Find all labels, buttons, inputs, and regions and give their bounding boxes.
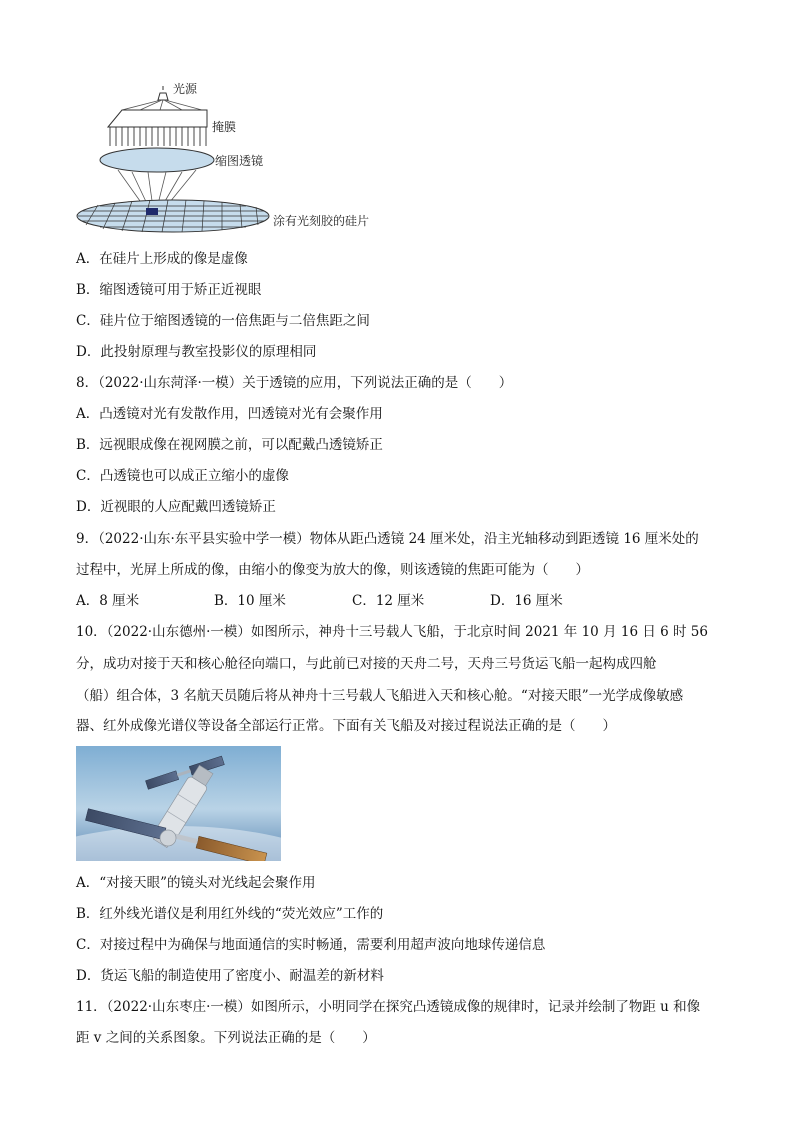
q7-option-d: D．此投射原理与教室投影仪的原理相同: [76, 344, 317, 360]
q8-option-c: C．凸透镜也可以成正立缩小的虚像: [76, 468, 289, 484]
q10-option-a: A．“对接天眼”的镜头对光线起会聚作用: [76, 875, 316, 891]
q7-option-a: A．在硅片上形成的像是虚像: [76, 251, 248, 267]
q9-option-d: D．16 厘米: [490, 593, 563, 609]
q9-option-c: C．12 厘米: [352, 593, 425, 609]
q9-stem-line1: 9．（2022·山东·东平县实验中学一模）物体从距凸透镜 24 厘米处，沿主光轴移动到距透镜 16 厘米处的: [76, 531, 699, 547]
light-rays-top: [122, 100, 202, 110]
light-source-icon: [158, 86, 168, 100]
q10-option-b: B．红外线光谱仪是利用红外线的“荧光效应”工作的: [76, 906, 384, 922]
q10-stem-line3: （船）组合体，3 名航天员随后将从神舟十三号载人飞船进入天和核心舱。“对接天眼”一光学成像敏感: [76, 688, 684, 704]
q10-option-d: D．货运飞船的制造使用了密度小、耐温差的新材料: [76, 968, 384, 984]
q8-option-b: B．远视眼成像在视网膜之前，可以配戴凸透镜矫正: [76, 437, 383, 453]
q8-stem: 8．（2022·山东菏泽·一模）关于透镜的应用，下列说法正确的是（ ）: [76, 375, 513, 391]
q9-option-a: A．8 厘米: [76, 593, 140, 609]
reduction-lens-shape: [100, 148, 214, 172]
q11-stem-line1: 11．（2022·山东枣庄·一模）如图所示，小明同学在探究凸透镜成像的规律时，记录并绘制了物距 u 和像: [76, 999, 701, 1015]
q10-stem-line4: 器、红外成像光谱仪等设备全部运行正常。下面有关飞船及对接过程说法正确的是（ ）: [76, 718, 616, 734]
q9-option-b: B．10 厘米: [214, 593, 286, 609]
q10-stem-line2: 分，成功对接于天和核心舱径向端口，与此前已对接的天舟二号，天舟三号货运飞船一起构成四舱: [76, 656, 657, 672]
q9-stem-line2: 过程中，光屏上所成的像，由缩小的像变为放大的像，则该透镜的焦距可能为（ ）: [76, 562, 589, 578]
q8-option-d: D．近视眼的人应配戴凹透镜矫正: [76, 499, 276, 515]
q10-option-c: C．对接过程中为确保与地面通信的实时畅通，需要利用超声波向地球传递信息: [76, 937, 546, 953]
label-light-source: 光源: [173, 82, 198, 96]
q10-stem-line1: 10．（2022·山东德州·一模）如图所示，神舟十三号载人飞船，于北京时间 2021 年 10 月 16 日 6 时 56: [76, 624, 708, 640]
spacecraft-photo: [76, 746, 281, 861]
wafer-shape: [77, 200, 269, 232]
q11-stem-line2: 距 v 之间的关系图象。下列说法正确的是（ ）: [76, 1030, 376, 1046]
q8-option-a: A．凸透镜对光有发散作用，凹透镜对光有会聚作用: [76, 406, 383, 422]
q7-option-b: B．缩图透镜可用于矫正近视眼: [76, 282, 262, 298]
lithography-diagram: [0, 0, 794, 240]
q9-options-row: [76, 591, 563, 611]
label-reduction-lens: 缩图透镜: [215, 154, 264, 168]
mask-shape: [108, 110, 207, 146]
label-wafer: 涂有光刻胶的硅片: [273, 214, 370, 228]
label-mask: 掩膜: [212, 120, 237, 134]
q7-option-c: C．硅片位于缩图透镜的一倍焦距与二倍焦距之间: [76, 313, 370, 329]
